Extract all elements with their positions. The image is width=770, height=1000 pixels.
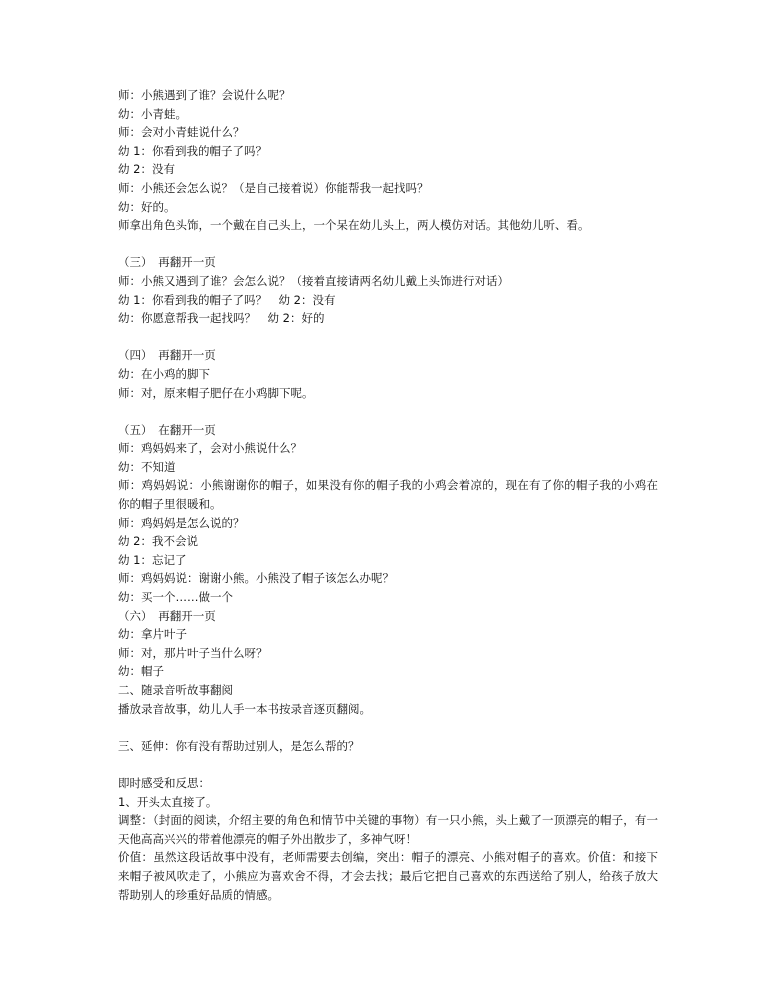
blank-line	[118, 328, 658, 347]
text-line: 幼：在小鸡的脚下	[118, 366, 210, 381]
text-line: 师：鸡妈妈说：谢谢小熊。小熊没了帽子该怎么办呢？	[118, 571, 394, 586]
section-heading: （三） 再翻开一页	[118, 255, 216, 270]
text-line: 师：会对小青蛙说什么？	[118, 125, 245, 140]
text-line: 幼：不知道	[118, 459, 176, 474]
section-heading: （四） 再翻开一页	[118, 348, 216, 363]
text-line: 幼 1：你看到我的帽子了吗？	[118, 143, 267, 158]
section-heading: 二、随录音听故事翻阅	[118, 683, 233, 697]
text-paragraph: 价值：虽然这段话故事中没有，老师需要去创编，突出：帽子的漂亮、小熊对帽子的喜欢。价值：和接下来帽子被风吹走了，小熊应为喜欢舍不得，才会去找；最后它把自己喜欢的东西送给了别人，给孩子放大帮助别人的珍重好品质的情感。	[118, 850, 658, 902]
section-heading: （五） 在翻开一页	[118, 422, 216, 437]
text-line: 幼 2：没有	[118, 162, 175, 177]
blank-line	[118, 235, 658, 254]
text-line: 幼：小青蛙。	[118, 106, 187, 121]
text-line: 幼：帽子	[118, 664, 164, 679]
document-body	[118, 86, 658, 904]
text-line: 师拿出角色头饰，一个戴在自己头上，一个呆在幼儿头上，两人模仿对话。其他幼儿听、看。	[118, 218, 590, 233]
blank-line	[118, 718, 658, 737]
section-heading: 三、延伸：你有没有帮助过别人，是怎么帮的？	[118, 738, 360, 753]
blank-line	[118, 402, 658, 421]
text-paragraph: 调整：（封面的阅读，介绍主要的角色和情节中关键的事物）有一只小熊，头上戴了一顶漂亮的帽子，有一天他高高兴兴的带着他漂亮的帽子外出散步了，多神气呀！	[118, 813, 658, 846]
text-line: 幼 2：我不会说	[118, 534, 198, 549]
text-line: 幼：好的。	[118, 199, 176, 214]
text-line: 幼 1：忘记了	[118, 552, 187, 567]
text-line: 师：小熊遇到了谁？会说什么呢？	[118, 88, 291, 102]
text-line: 播放录音故事，幼儿人手一本书按录音逐页翻阅。	[118, 701, 371, 716]
text-line: 师：对，原来帽子肥仔在小鸡脚下呢。	[118, 385, 314, 400]
text-line: 幼：买一个……做一个	[118, 590, 233, 605]
text-line: 师：小熊又遇到了谁？会怎么说？（接着直接请两名幼儿戴上头饰进行对话）	[118, 273, 509, 288]
section-heading: （六） 再翻开一页	[118, 608, 216, 623]
text-line: 师：鸡妈妈是怎么说的？	[118, 515, 245, 530]
blank-line	[118, 755, 658, 774]
text-line: 师：鸡妈妈来了，会对小熊说什么？	[118, 441, 302, 456]
text-line: 幼：拿片叶子	[118, 627, 187, 642]
text-line: 幼：你愿意帮我一起找吗？ 幼 2：好的	[118, 311, 325, 326]
text-line: 幼 1：你看到我的帽子了吗？ 幼 2：没有	[118, 292, 336, 307]
text-paragraph: 师：鸡妈妈说：小熊谢谢你的帽子，如果没有你的帽子我的小鸡会着凉的，现在有了你的帽子我的小鸡在你的帽子里很暖和。	[118, 478, 658, 512]
text-line: 1、开头太直接了。	[118, 794, 218, 809]
text-line: 师：小熊还会怎么说？（是自己接着说）你能帮我一起找吗？	[118, 180, 429, 195]
reflection-heading: 即时感受和反思：	[118, 775, 210, 790]
text-line: 师：对，那片叶子当什么呀？	[118, 645, 268, 660]
